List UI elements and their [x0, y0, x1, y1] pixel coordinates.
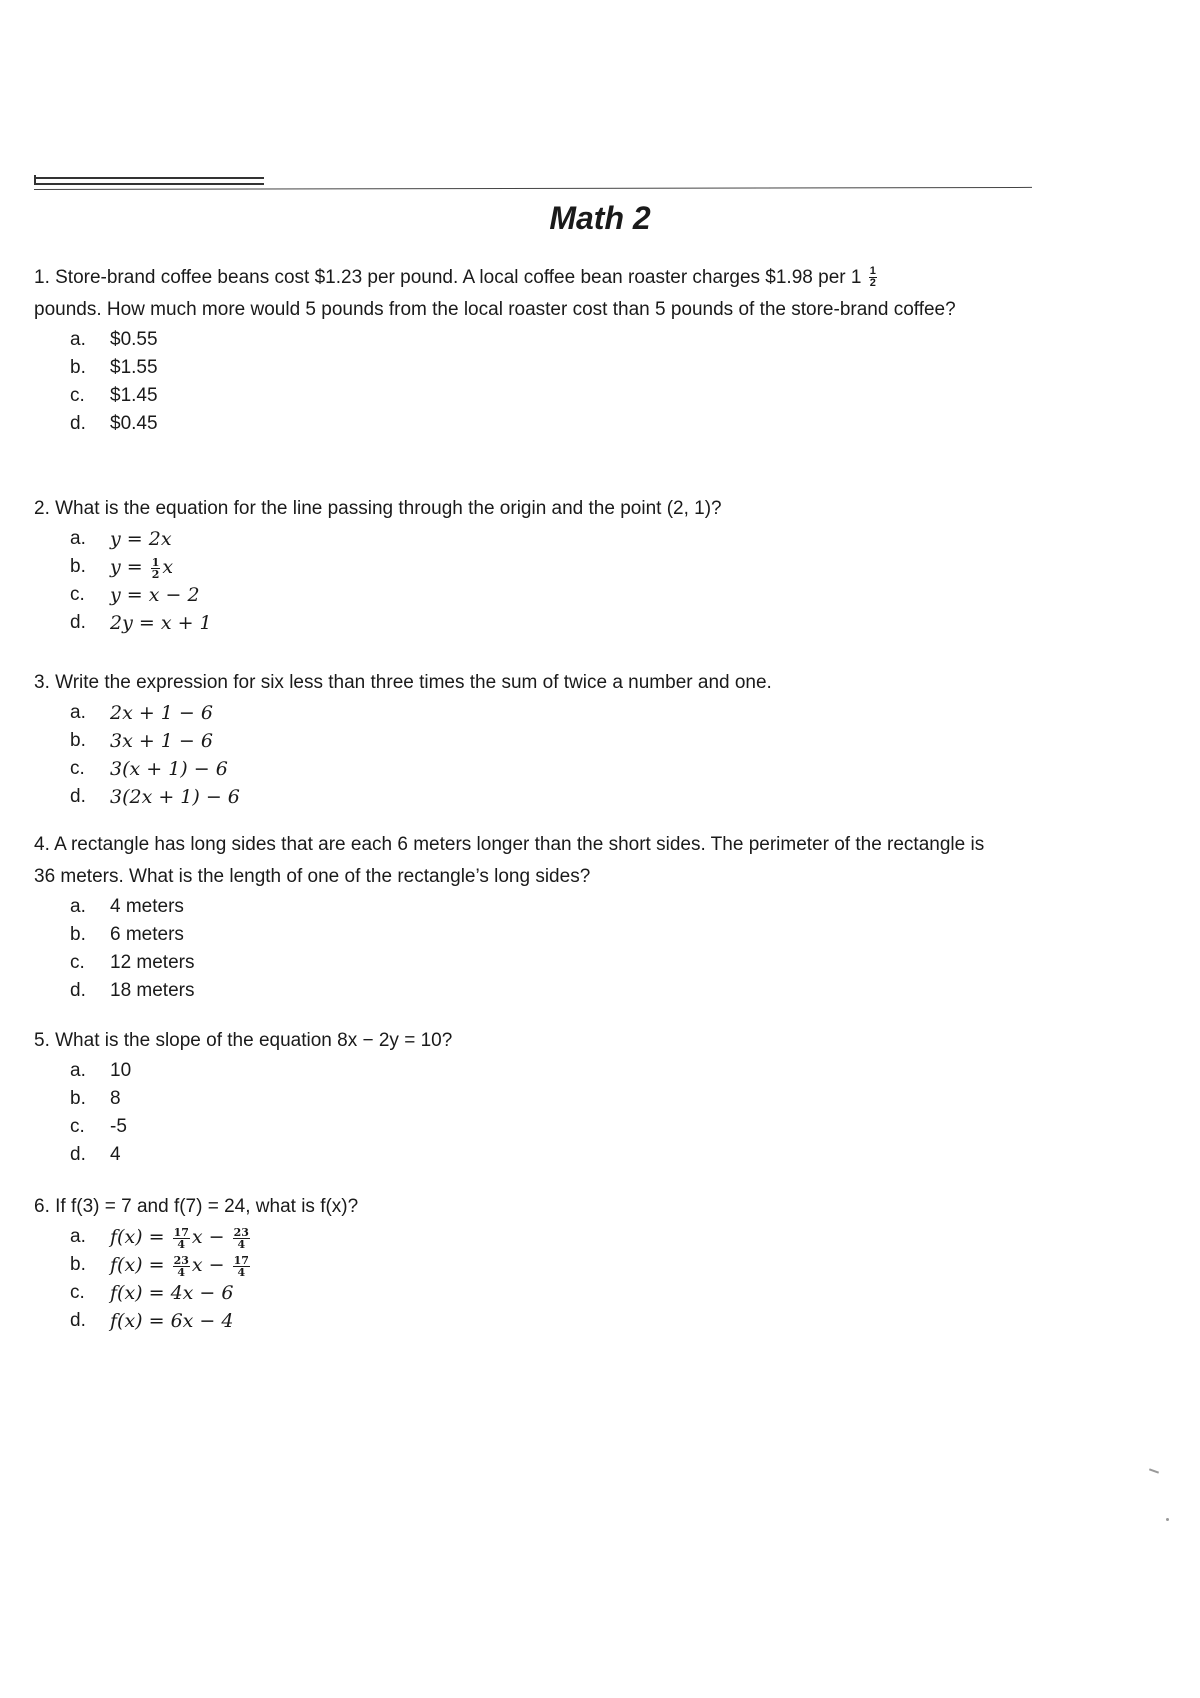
choice-text: 3x + 1 − 6	[110, 730, 213, 752]
choice-text: 3(2x + 1) − 6	[110, 786, 240, 808]
choice-text: 18 meters	[110, 980, 195, 1001]
choice-letter: a.	[70, 1060, 86, 1081]
choice-text: -5	[110, 1116, 127, 1137]
choice-text: $1.55	[110, 357, 158, 378]
question-1-stem-text-a: 1. Store-brand coffee beans cost $1.23 per pound. A local coffee bean roaster charges $1.98 per 1	[34, 267, 862, 288]
choice-text: 4	[110, 1144, 121, 1165]
choice-text: 2x + 1 − 6	[110, 702, 213, 724]
fraction	[151, 557, 161, 580]
choice-letter: c.	[70, 952, 85, 973]
fraction-denominator: 4	[177, 1265, 186, 1279]
fraction-numerator: 23	[173, 1253, 189, 1267]
question-6	[34, 1191, 1024, 1335]
scan-speck	[1166, 1518, 1169, 1521]
answer-choice[interactable]	[34, 1307, 1024, 1335]
choice-text	[110, 553, 173, 581]
choice-letter: b.	[70, 730, 86, 751]
question-6-stem: 6. If f(3) = 7 and f(7) = 24, what is f(x)?	[34, 1196, 359, 1217]
question-5	[34, 1025, 1024, 1169]
fraction-denominator: 2	[869, 277, 876, 290]
choice-text: 10	[110, 1060, 132, 1081]
choice-letter: a.	[70, 1226, 86, 1247]
question-2-choices	[34, 525, 1024, 637]
fraction-denominator: 2	[151, 567, 160, 581]
choice-letter: c.	[70, 385, 85, 406]
answer-choice[interactable]	[34, 581, 1024, 609]
choice-letter: a.	[70, 329, 86, 350]
choice-text	[110, 1251, 252, 1279]
question-1-stem	[34, 262, 1024, 326]
fraction-numerator: 1	[151, 555, 160, 569]
answer-choice[interactable]	[34, 783, 1024, 811]
answer-choice[interactable]	[34, 977, 1024, 1005]
question-4-choices	[34, 893, 1024, 1005]
question-3-stem: 3. Write the expression for six less than three times the sum of twice a number and one.	[34, 672, 772, 693]
answer-choice[interactable]	[34, 326, 1024, 354]
header-double-rule-top	[34, 177, 264, 179]
choice-text: 12 meters	[110, 952, 195, 973]
question-2	[34, 493, 1024, 637]
choice-text-prefix: y =	[110, 556, 143, 578]
choice-text: $0.45	[110, 413, 158, 434]
question-2-stem: 2. What is the equation for the line passing through the origin and the point (2, 1)?	[34, 498, 722, 519]
question-1	[34, 262, 1024, 438]
fraction	[233, 1227, 250, 1250]
choice-text: 8	[110, 1088, 121, 1109]
choice-letter: b.	[70, 1254, 86, 1275]
fraction-numerator: 17	[233, 1253, 249, 1267]
choice-letter: b.	[70, 1088, 86, 1109]
choice-letter: d.	[70, 413, 86, 434]
choice-text: f(x) = 4x − 6	[110, 1282, 234, 1304]
answer-choice[interactable]	[34, 921, 1024, 949]
choice-text-middle: x −	[191, 1226, 225, 1248]
answer-choice[interactable]	[34, 1251, 1024, 1279]
choice-text: 6 meters	[110, 924, 184, 945]
answer-choice[interactable]	[34, 1057, 1024, 1085]
fraction-numerator: 23	[233, 1225, 249, 1239]
choice-text: $1.45	[110, 385, 158, 406]
fraction-numerator: 1	[869, 265, 876, 278]
page-title: Math 2	[549, 200, 651, 236]
scan-speck	[1149, 1468, 1159, 1473]
fraction-denominator: 4	[237, 1237, 246, 1251]
answer-choice[interactable]	[34, 1141, 1024, 1169]
fraction	[233, 1255, 250, 1278]
choice-letter: d.	[70, 612, 86, 633]
question-5-stem: 5. What is the slope of the equation 8x − 2y = 10?	[34, 1030, 453, 1051]
question-3-choices	[34, 699, 1024, 811]
choice-letter: a.	[70, 528, 86, 549]
choice-text-prefix: f(x) =	[110, 1254, 165, 1276]
answer-choice[interactable]	[34, 354, 1024, 382]
fraction-numerator: 17	[173, 1225, 189, 1239]
question-1-stem-text-b: pounds. How much more would 5 pounds from the local roaster cost than 5 pounds of the store-brand coffee?	[34, 299, 956, 320]
fraction	[869, 266, 877, 289]
answer-choice[interactable]	[34, 699, 1024, 727]
answer-choice[interactable]	[34, 893, 1024, 921]
header-rule	[34, 187, 1032, 190]
choice-letter: a.	[70, 702, 86, 723]
answer-choice[interactable]	[34, 525, 1024, 553]
choice-letter: d.	[70, 1310, 86, 1331]
choice-text: y = x − 2	[110, 584, 200, 606]
choice-text-prefix: f(x) =	[110, 1226, 165, 1248]
answer-choice[interactable]	[34, 727, 1024, 755]
header-double-rule-bottom	[34, 183, 264, 185]
question-5-choices	[34, 1057, 1024, 1169]
answer-choice[interactable]	[34, 553, 1024, 581]
fraction	[173, 1255, 190, 1278]
answer-choice[interactable]	[34, 1279, 1024, 1307]
fraction-denominator: 4	[177, 1237, 186, 1251]
answer-choice[interactable]	[34, 410, 1024, 438]
choice-text: $0.55	[110, 329, 158, 350]
choice-letter: d.	[70, 980, 86, 1001]
choice-text-suffix: x	[162, 556, 174, 578]
answer-choice[interactable]	[34, 1085, 1024, 1113]
choice-letter: c.	[70, 584, 85, 605]
question-4	[34, 829, 1024, 1005]
answer-choice[interactable]	[34, 949, 1024, 977]
answer-choice[interactable]	[34, 609, 1024, 637]
choice-letter: b.	[70, 924, 86, 945]
choice-text: 2y = x + 1	[110, 612, 212, 634]
choice-text-middle: x −	[191, 1254, 225, 1276]
choice-letter: c.	[70, 1116, 85, 1137]
choice-text: 4 meters	[110, 896, 184, 917]
choice-text: y = 2x	[110, 528, 172, 550]
choice-text	[110, 1223, 252, 1251]
answer-choice[interactable]	[34, 755, 1024, 783]
answer-choice[interactable]	[34, 1113, 1024, 1141]
fraction-denominator: 4	[237, 1265, 246, 1279]
choice-letter: c.	[70, 758, 85, 779]
choice-text: 3(x + 1) − 6	[110, 758, 228, 780]
fraction	[173, 1227, 190, 1250]
choice-letter: c.	[70, 1282, 85, 1303]
question-4-stem: 4. A rectangle has long sides that are each 6 meters longer than the short sides. The perimeter of the rectangle is 36 meters. What is the length of one of the rectangle’s long sides?	[34, 834, 985, 887]
question-1-choices	[34, 326, 1024, 438]
answer-choice[interactable]	[34, 382, 1024, 410]
choice-letter: b.	[70, 357, 86, 378]
choice-letter: d.	[70, 786, 86, 807]
choice-letter: d.	[70, 1144, 86, 1165]
question-6-choices	[34, 1223, 1024, 1335]
question-3	[34, 667, 1024, 811]
choice-text: f(x) = 6x − 4	[110, 1310, 234, 1332]
choice-letter: b.	[70, 556, 86, 577]
answer-choice[interactable]	[34, 1223, 1024, 1251]
choice-letter: a.	[70, 896, 86, 917]
